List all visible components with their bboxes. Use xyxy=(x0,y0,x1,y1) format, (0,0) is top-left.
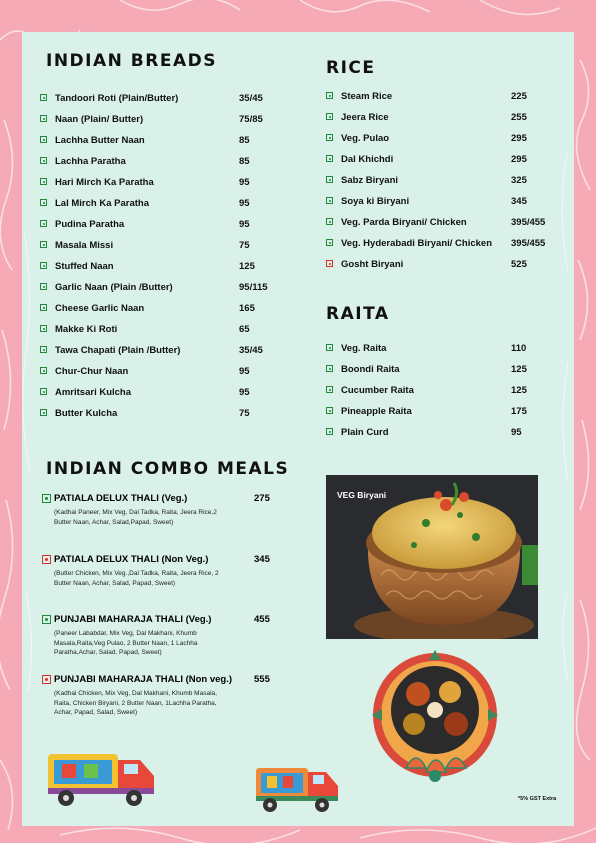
breads-item xyxy=(40,198,290,219)
veg-icon xyxy=(40,262,47,269)
rice-item xyxy=(326,259,556,280)
veg-icon xyxy=(326,155,333,162)
item-price: 95 xyxy=(511,427,522,438)
item-price: 325 xyxy=(511,175,527,186)
rice-item xyxy=(326,154,556,175)
veg-icon xyxy=(326,92,333,99)
breads-item xyxy=(40,219,290,240)
breads-item xyxy=(40,345,290,366)
rice-item xyxy=(326,217,556,238)
combo-title: PUNJABI MAHARAJA THALI (Veg.) xyxy=(54,614,212,625)
combo-price: 275 xyxy=(254,493,270,504)
breads-item xyxy=(40,156,290,177)
item-name: Sabz Biryani xyxy=(341,175,399,186)
breads-item xyxy=(40,261,290,282)
breads-item xyxy=(40,387,290,408)
non-veg-icon xyxy=(326,260,333,267)
combo-title: PUNJABI MAHARAJA THALI (Non veg.) xyxy=(54,674,233,685)
item-price: 65 xyxy=(239,324,250,335)
item-name: Naan (Plain/ Butter) xyxy=(55,114,144,125)
veg-icon xyxy=(40,388,47,395)
item-price: 75/85 xyxy=(239,114,263,125)
veg-icon xyxy=(326,365,333,372)
item-name: Stuffed Naan xyxy=(55,261,114,272)
item-name: Pudina Paratha xyxy=(55,219,125,230)
thali-plate-illustration xyxy=(370,648,500,788)
item-price: 175 xyxy=(511,406,527,417)
veg-icon xyxy=(326,428,333,435)
item-name: Tandoori Roti (Plain/Butter) xyxy=(55,93,179,104)
veg-icon xyxy=(326,218,333,225)
item-price: 295 xyxy=(511,154,527,165)
item-name: Hari Mirch Ka Paratha xyxy=(55,177,154,188)
non-veg-icon xyxy=(42,555,51,564)
item-price: 75 xyxy=(239,408,250,419)
item-price: 95 xyxy=(239,366,250,377)
raita-item xyxy=(326,343,556,364)
item-price: 225 xyxy=(511,91,527,102)
item-price: 125 xyxy=(239,261,255,272)
combo-price: 345 xyxy=(254,554,270,565)
item-price: 295 xyxy=(511,133,527,144)
veg-icon xyxy=(40,367,47,374)
veg-icon xyxy=(40,325,47,332)
combo-heading: INDIAN COMBO MEALS xyxy=(46,459,290,479)
item-price: 525 xyxy=(511,259,527,270)
non-veg-icon xyxy=(42,675,51,684)
gst-note: *5% GST Extra xyxy=(518,796,557,802)
rice-item xyxy=(326,175,556,196)
item-name: Garlic Naan (Plain /Butter) xyxy=(55,282,173,293)
combo-description: (Kadhai Chicken, Mix Veg, Dal Makhani, Khumb Masala, Raita, Chicken Biryani, 2 Butter Naan, 1Lachha Paratha, Achar, Papad, Salad, Sweet) xyxy=(54,690,217,716)
item-name: Gosht Biryani xyxy=(341,259,404,270)
item-name: Cheese Garlic Naan xyxy=(55,303,145,314)
veg-icon xyxy=(40,136,47,143)
breads-item xyxy=(40,303,290,324)
item-price: 85 xyxy=(239,156,250,167)
veg-icon xyxy=(40,241,47,248)
veg-icon xyxy=(40,346,47,353)
raita-item xyxy=(326,385,556,406)
breads-item xyxy=(40,135,290,156)
item-name: Lal Mirch Ka Paratha xyxy=(55,198,149,209)
veg-icon xyxy=(42,615,51,624)
veg-icon xyxy=(40,94,47,101)
combo-description: (Butter Chicken, Mix Veg.,Dal Tadka, Raita, Jeera Rice, 2 Butter Naan, Achar, Salad, Papad, Sweet) xyxy=(54,570,219,587)
item-name: Pineapple Raita xyxy=(341,406,412,417)
item-price: 165 xyxy=(239,303,255,314)
combo-price: 455 xyxy=(254,614,270,625)
breads-list xyxy=(40,93,290,429)
item-price: 35/45 xyxy=(239,93,263,104)
breads-item xyxy=(40,366,290,387)
item-price: 395/455 xyxy=(511,238,546,249)
rice-heading: RICE xyxy=(326,58,376,78)
item-price: 110 xyxy=(511,343,527,354)
item-price: 95 xyxy=(239,177,250,188)
rice-list xyxy=(326,91,556,280)
item-name: Amritsari Kulcha xyxy=(55,387,132,398)
item-name: Veg. Parda Biryani/ Chicken xyxy=(341,217,467,228)
item-price: 345 xyxy=(511,196,527,207)
veg-icon xyxy=(40,157,47,164)
item-price: 255 xyxy=(511,112,527,123)
item-name: Butter Kulcha xyxy=(55,408,118,419)
breads-item xyxy=(40,114,290,135)
veg-icon xyxy=(326,386,333,393)
item-name: Lachha Paratha xyxy=(55,156,126,167)
item-price: 95 xyxy=(239,219,250,230)
combo-title: PATIALA DELUX THALI (Non Veg.) xyxy=(54,554,209,565)
veg-icon xyxy=(326,197,333,204)
combo-title: PATIALA DELUX THALI (Veg.) xyxy=(54,493,188,504)
veg-icon xyxy=(40,409,47,416)
combo-price: 555 xyxy=(254,674,270,685)
item-price: 125 xyxy=(511,364,527,375)
item-name: Dal Khichdi xyxy=(341,154,394,165)
item-name: Lachha Butter Naan xyxy=(55,135,145,146)
veg-icon xyxy=(326,134,333,141)
veg-icon xyxy=(326,407,333,414)
raita-item xyxy=(326,427,556,448)
rice-item xyxy=(326,196,556,217)
rice-item xyxy=(326,91,556,112)
item-name: Cucumber Raita xyxy=(341,385,414,396)
veg-icon xyxy=(326,176,333,183)
veg-icon xyxy=(40,220,47,227)
breads-item xyxy=(40,324,290,345)
veg-icon xyxy=(40,304,47,311)
breads-item xyxy=(40,240,290,261)
breads-heading: INDIAN BREADS xyxy=(46,51,217,71)
item-name: Boondi Raita xyxy=(341,364,400,375)
rice-item xyxy=(326,133,556,154)
veg-icon xyxy=(40,178,47,185)
item-name: Soya ki Biryani xyxy=(341,196,410,207)
item-price: 395/455 xyxy=(511,217,546,228)
photo-label: VEG Biryani xyxy=(337,490,387,500)
breads-item xyxy=(40,282,290,303)
veg-icon xyxy=(326,344,333,351)
item-name: Veg. Raita xyxy=(341,343,387,354)
item-price: 95 xyxy=(239,198,250,209)
item-name: Plain Curd xyxy=(341,427,389,438)
item-name: Makke Ki Roti xyxy=(55,324,118,335)
item-name: Jeera Rice xyxy=(341,112,389,123)
breads-item xyxy=(40,93,290,114)
item-price: 85 xyxy=(239,135,250,146)
item-name: Veg. Pulao xyxy=(341,133,390,144)
veg-icon xyxy=(326,239,333,246)
rice-item xyxy=(326,112,556,133)
item-price: 125 xyxy=(511,385,527,396)
veg-icon xyxy=(40,283,47,290)
combo-description: (Kadhai Paneer, Mix Veg, Dal Tadka, Raita, Jeera Rice,2 Butter Naan, Achar, Salad,Papad, Sweet) xyxy=(54,509,217,526)
item-price: 35/45 xyxy=(239,345,263,356)
raita-heading: RAITA xyxy=(326,304,390,324)
veg-icon xyxy=(40,115,47,122)
veg-icon xyxy=(42,494,51,503)
item-price: 95 xyxy=(239,387,250,398)
truck-illustration-left xyxy=(40,746,164,810)
veg-icon xyxy=(40,199,47,206)
veg-biryani-photo xyxy=(326,475,538,639)
combo-description: (Paneer Lababdar, Mix Veg, Dal Makhani, Khumb Masala,Raita,Veg Pulao, 2 Butter Naan, 1 Lachha Paratha,Achar, Salad, Papad, Sweet) xyxy=(54,630,198,656)
rice-item xyxy=(326,238,556,259)
item-price: 95/115 xyxy=(239,282,268,293)
veg-icon xyxy=(326,113,333,120)
breads-item xyxy=(40,408,290,429)
item-name: Veg. Hyderabadi Biryani/ Chicken xyxy=(341,238,492,249)
breads-item xyxy=(40,177,290,198)
raita-item xyxy=(326,406,556,427)
item-name: Tawa Chapati (Plain /Butter) xyxy=(55,345,181,356)
raita-item xyxy=(326,364,556,385)
raita-list xyxy=(326,343,556,448)
item-name: Masala Missi xyxy=(55,240,114,251)
item-price: 75 xyxy=(239,240,250,251)
truck-illustration-right xyxy=(250,760,346,816)
item-name: Chur-Chur Naan xyxy=(55,366,129,377)
item-name: Steam Rice xyxy=(341,91,393,102)
